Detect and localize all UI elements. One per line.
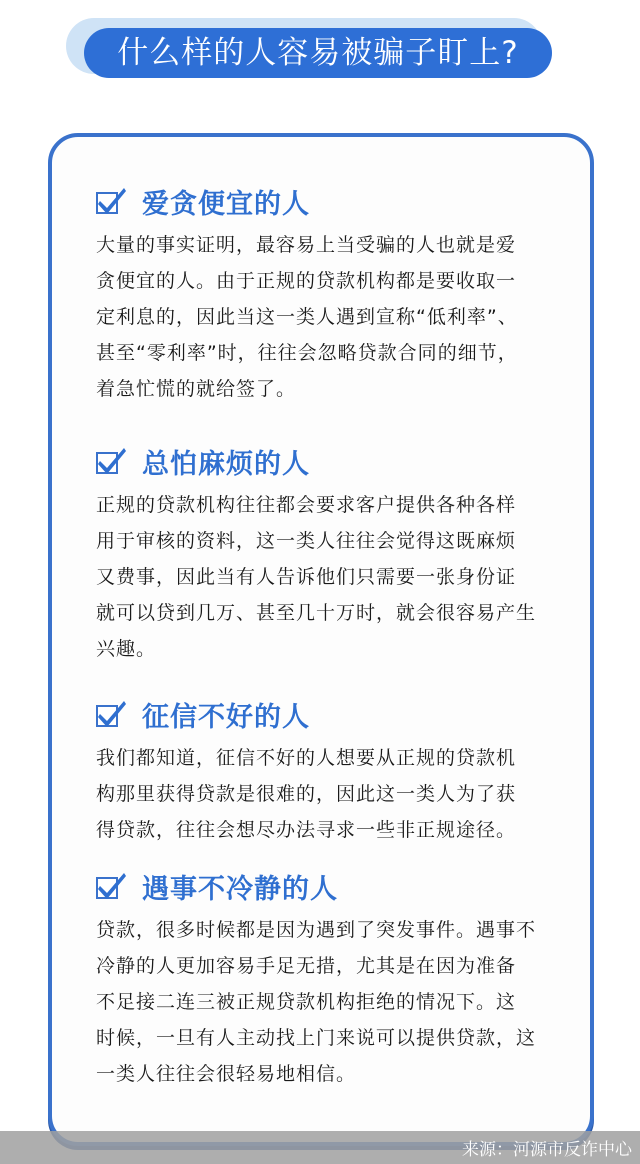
body-line: 甚至“零利率”时，往往会忽略贷款合同的细节，: [96, 342, 518, 364]
body-line: 冷静的人更加容易手足无措，尤其是在因为准备: [96, 955, 517, 977]
section-heading-text: 总怕麻烦的人: [142, 448, 310, 480]
section-heading: [96, 441, 566, 481]
section-body: [96, 487, 566, 667]
source-footer: [0, 1131, 640, 1164]
content-card: [48, 133, 594, 1146]
checkbox-check-icon: [96, 699, 126, 729]
section: [96, 694, 566, 848]
body-line: 就可以贷到几万、甚至几十万时，就会很容易产生: [96, 602, 537, 624]
body-line: 定利息的，因此当这一类人遇到宣称“低利率”、: [96, 306, 518, 328]
section-heading-text: 遇事不冷静的人: [142, 873, 338, 905]
checkbox-check-icon: [96, 186, 126, 216]
body-line: 又费事，因此当有人告诉他们只需要一张身份证: [96, 566, 517, 588]
body-line: 着急忙慌的就给签了。: [96, 378, 297, 400]
body-line: 贷款，很多时候都是因为遇到了突发事件。遇事不: [96, 919, 537, 941]
body-line: 构那里获得贷款是很难的，因此这一类人为了获: [96, 783, 517, 805]
checkbox-check-icon: [96, 871, 126, 901]
section-heading: [96, 694, 566, 734]
body-line: 得贷款，往往会想尽办法寻求一些非正规途径。: [96, 819, 517, 841]
body-line: 一类人往往会很轻易地相信。: [96, 1063, 357, 1085]
body-line: 用于审核的资料，这一类人往往会觉得这既麻烦: [96, 530, 517, 552]
section: [96, 441, 566, 667]
section-body: [96, 912, 566, 1092]
section: [96, 866, 566, 1092]
section-heading-text: 爱贪便宜的人: [142, 188, 310, 220]
section-heading: [96, 866, 566, 906]
section: [96, 181, 566, 407]
body-line: 兴趣。: [96, 638, 157, 660]
body-line: 我们都知道，征信不好的人想要从正规的贷款机: [96, 747, 517, 769]
section-heading: [96, 181, 566, 221]
body-line: 正规的贷款机构往往都会要求客户提供各种各样: [96, 494, 517, 516]
section-body: [96, 227, 566, 407]
section-heading-text: 征信不好的人: [142, 701, 310, 733]
body-line: 不足接二连三被正规贷款机构拒绝的情况下。这: [96, 991, 517, 1013]
section-body: [96, 740, 566, 848]
body-line: 大量的事实证明，最容易上当受骗的人也就是爱: [96, 234, 517, 256]
body-line: 时候，一旦有人主动找上门来说可以提供贷款，这: [96, 1027, 537, 1049]
body-line: 贪便宜的人。由于正规的贷款机构都是要收取一: [96, 270, 517, 292]
source-text: 来源：河源市反诈中心: [462, 1140, 632, 1160]
checkbox-check-icon: [96, 446, 126, 476]
page-title: 什么样的人容易被骗子盯上?: [84, 28, 552, 78]
